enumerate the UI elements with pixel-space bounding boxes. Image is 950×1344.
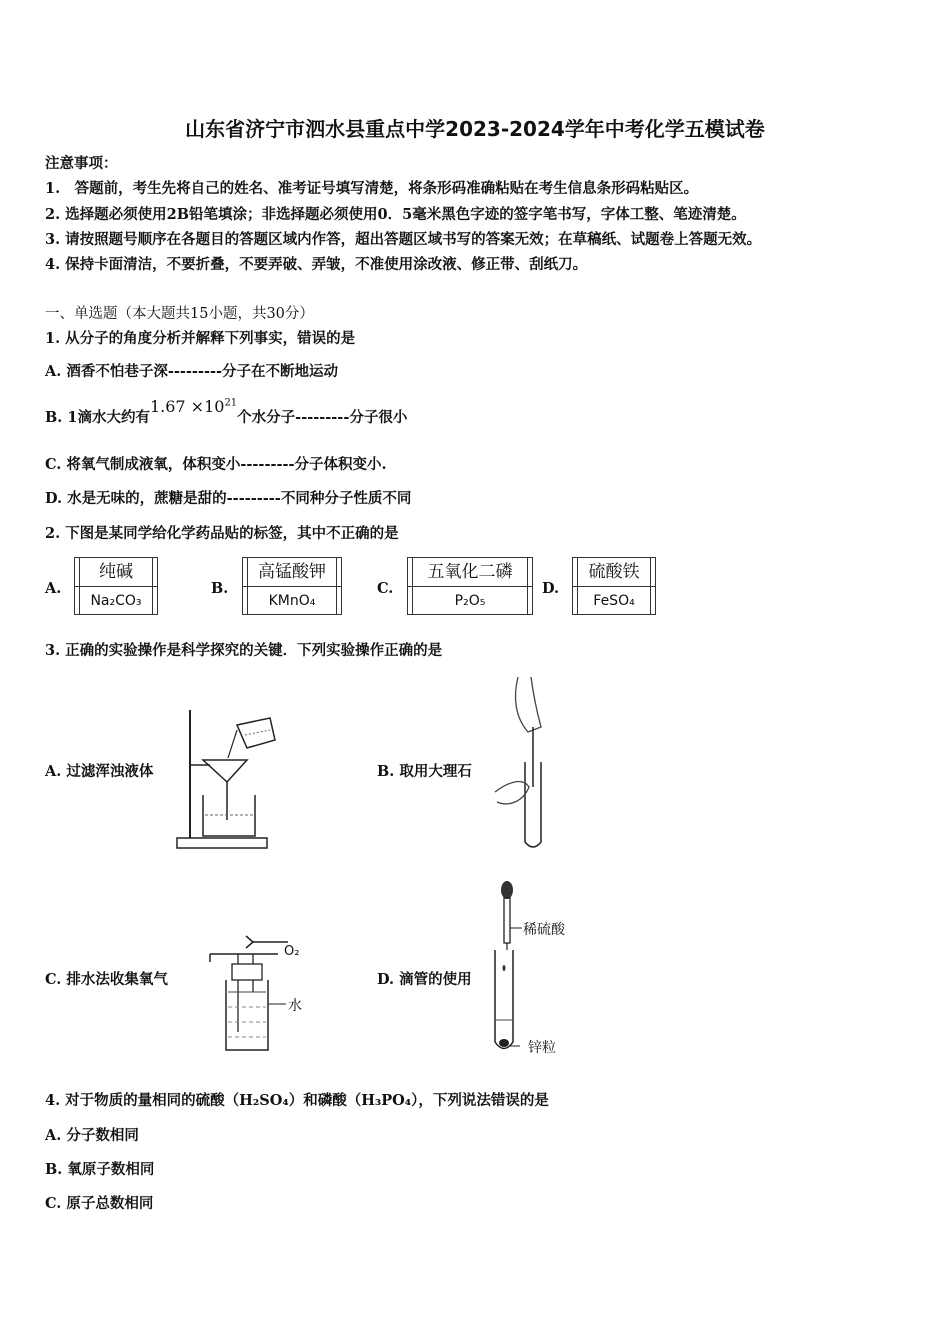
o2-label: O₂ [284,944,300,959]
filtration-figure [175,700,285,850]
q2-option-c-letter: C. [377,580,394,597]
q4-option-b: B. 氧原子数相同 [45,1161,155,1178]
notice-item: 2. 选择题必须使用2B铅笔填涂；非选择题必须使用0．5毫米黑色字迹的签字笔书写，字体工整、笔迹清楚。 [45,206,746,223]
q2-option-a-letter: A. [45,580,62,597]
q2-option-b-letter: B. [211,580,229,597]
zinc-label: 锌粒 [528,1040,556,1056]
q1-option-c: C. 将氧气制成液氧，体积变小---------分子体积变小. [45,456,387,473]
q4-stem: 4. 对于物质的量相同的硫酸（H₂SO₄）和磷酸（H₃PO₄），下列说法错误的是 [45,1092,549,1109]
q2-stem: 2. 下图是某同学给化学药品贴的标签，其中不正确的是 [45,525,399,542]
q2-label-b [242,557,342,615]
notice-item: 1. 答题前，考生先将自己的姓名、准考证号填写清楚，将条形码准确粘贴在考生信息条形码粘贴区。 [45,180,699,197]
label-formula: KMnO₄ [268,593,316,609]
q3-option-d: D. 滴管的使用 [377,971,472,988]
notice-item: 3. 请按照题号顺序在各题目的答题区域内作答，超出答题区域书写的答案无效；在草稿纸、试题卷上答题无效。 [45,231,762,248]
q2-label-a [74,557,158,615]
label-name: 高锰酸钾 [243,558,341,587]
page-title: 山东省济宁市泗水县重点中学2023-2024学年中考化学五模试卷 [185,117,765,141]
q1-option-b-pre: B. 1滴水大约有 [45,409,150,426]
q1-option-d: D. 水是无味的，蔗糖是甜的---------不同种分子性质不同 [45,490,412,507]
q3-option-c: C. 排水法收集氧气 [45,971,168,988]
q3-option-b: B. 取用大理石 [377,763,472,780]
q2-option-d-letter: D. [542,580,560,597]
water-label: 水 [288,998,302,1014]
label-name: 硫酸铁 [573,558,655,587]
marble-figure [493,677,563,852]
label-formula: FeSO₄ [593,593,635,609]
sci-number: $1.67 \times 10^{21}$ [149,397,238,416]
q1-option-b [45,397,408,427]
q4-option-c: C. 原子总数相同 [45,1195,154,1212]
q2-label-c [407,557,533,615]
q3-stem: 3. 正确的实验操作是科学探究的关键．下列实验操作正确的是 [45,642,443,659]
q1-option-b-post: 个水分子---------分子很小 [237,409,408,426]
dropper-figure [490,880,530,1060]
q4-option-a: A. 分子数相同 [45,1127,139,1144]
label-name: 纯碱 [75,558,157,587]
q3-option-a: A. 过滤浑浊液体 [45,763,154,780]
q1-stem: 1. 从分子的角度分析并解释下列事实，错误的是 [45,330,356,347]
q2-label-d [572,557,656,615]
acid-label: 稀硫酸 [523,922,565,938]
label-name: 五氧化二磷 [408,558,532,587]
q1-option-a: A. 酒香不怕巷子深---------分子在不断地运动 [45,363,339,380]
label-formula: Na₂CO₃ [90,593,142,609]
section-heading: 一、单选题（本大题共15小题，共30分） [45,306,314,322]
label-formula: P₂O₅ [454,593,486,609]
notice-item: 4. 保持卡面清洁，不要折叠，不要弄破、弄皱，不准使用涂改液、修正带、刮纸刀。 [45,256,588,273]
notice-heading: 注意事项： [45,155,118,172]
